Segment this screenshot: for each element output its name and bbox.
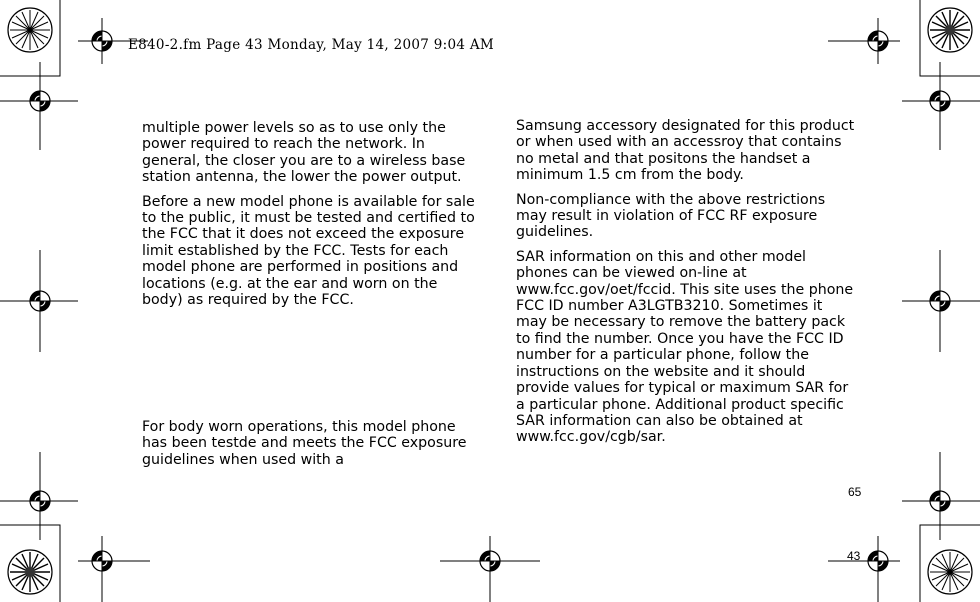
registration-mark-bottom-right: [868, 551, 888, 571]
paragraph-non-compliance: Non-compliance with the above restrictions may result in violation of FCC RF exposure guidelines.: [516, 191, 826, 241]
left-column-bottom: [142, 419, 478, 476]
paragraph-accessory: Samsung accessory designated for this product or when used with an accessroy that contains no metal and that positons the handset a minimum 1.5 cm from the body.: [516, 118, 855, 184]
registration-mark-left-middle: [30, 291, 50, 311]
right-column: [516, 118, 856, 454]
paragraph-power-levels: multiple power levels so as to use only the power required to reach the network. In general, the closer you are to a wireless base station antenna, the lower the power output.: [142, 120, 466, 186]
paragraph-fcc-testing: Before a new model phone is available for sale to the public, it must be tested and certified to the FCC that it does not exceed the exposure limit established by the FCC. Tests for each model phone are performed in positions and locations (e.g. at the ear and worn on the body) as required by the FCC.: [142, 193, 475, 309]
left-column: [142, 120, 478, 316]
starburst-top-right: [928, 8, 972, 52]
registration-mark-left-lower: [30, 491, 50, 511]
registration-mark-bottom-center: [480, 551, 500, 571]
registration-mark-right-middle: [930, 291, 950, 311]
starburst-bottom-left: [8, 550, 52, 594]
registration-mark-header-left: [92, 31, 112, 51]
registration-mark-left-upper: [30, 91, 50, 111]
starburst-top-left: [8, 8, 52, 52]
page-number-outer: 43: [847, 549, 861, 563]
paragraph-body-worn: For body worn operations, this model phone has been testde and meets the FCC exposure guidelines when used with a: [142, 419, 467, 468]
page-number-inner: 65: [848, 485, 862, 499]
registration-mark-header-right: [868, 31, 888, 51]
starburst-bottom-right: [928, 550, 972, 594]
registration-mark-bottom-left: [92, 551, 112, 571]
registration-mark-right-lower: [930, 491, 950, 511]
print-slug-header: E840-2.fm Page 43 Monday, May 14, 2007 9:04 AM: [128, 37, 494, 53]
paragraph-sar-information: SAR information on this and other model phones can be viewed on-line at www.fcc.gov/oet/fccid. This site uses the phone FCC ID number A3LGTB3210. Sometimes it may be necessary to remove the battery pack to find the number. Once you have the FCC ID number for a particular phone, follow the instructions on the website and it should provide values for typical or maximum SAR for a particular phone. Additional product specific SAR information can also be obtained at www.fcc.gov/cgb/sar.: [516, 248, 854, 446]
registration-mark-right-upper: [930, 91, 950, 111]
